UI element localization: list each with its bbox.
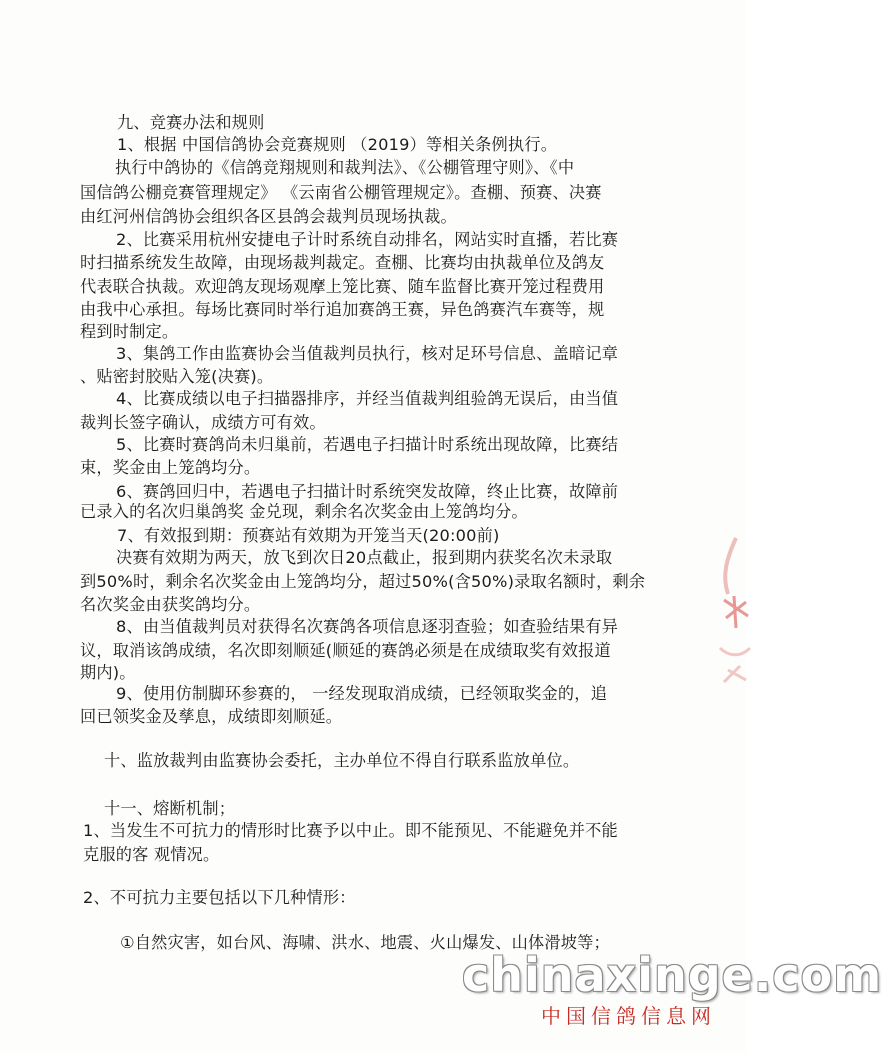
paragraph-line: 执行中鸽协的《信鸽竞翔规则和裁判法》、《公棚管理守则》、《中	[115, 158, 575, 177]
section-heading-nine: 九、竞赛办法和规则	[117, 113, 265, 132]
paragraph-line: 克服的客 观情况。	[83, 845, 220, 864]
list-item: ①自然灾害，如台风、海啸、洪水、地震、火山爆发、山体滑坡等；	[120, 933, 610, 952]
paragraph-line: 7、有效报到期：预赛站有效期为开笼当天(20:00前)	[117, 526, 500, 545]
watermark-name: 中国信鸽信息网	[541, 1004, 716, 1028]
paragraph-line: 裁判长签字确认，成绩方可有效。	[80, 413, 326, 432]
section-heading-eleven: 十一、熔断机制；	[104, 799, 236, 818]
paragraph-line: 由红河州信鸽协会组织各区县鸽会裁判员现场执裁。	[80, 207, 457, 226]
paragraph-line: 由我中心承担。每场比赛同时举行追加赛鸽王赛，异色鸽赛汽车赛等，规	[80, 300, 605, 319]
red-seal-stamp-icon	[706, 530, 766, 700]
paragraph-line: 2、不可抗力主要包括以下几种情形：	[83, 888, 356, 907]
section-heading-ten: 十、监放裁判由监赛协会委托，主办单位不得自行联系监放单位。	[104, 751, 580, 770]
paragraph-line: 1、当发生不可抗力的情形时比赛予以中止。即不能预见、不能避免并不能	[83, 821, 618, 840]
paragraph-line: 1、根据 中国信鸽协会竞赛规则 （2019）等相关条例执行。	[117, 135, 558, 154]
paragraph-line: 名次奖金由获奖鸽均分。	[80, 595, 261, 614]
paragraph-line: 3、集鸽工作由监赛协会当值裁判员执行，核对足环号信息、盖暗记章	[116, 344, 619, 363]
paragraph-line: 程到时制定。	[80, 322, 179, 341]
paragraph-line: 已录入的名次归巢鸽奖 金兑现，剩余名次奖金由上笼鸽均分。	[80, 502, 528, 521]
paragraph-line: 8、由当值裁判员对获得名次赛鸽各项信息逐羽查验；如查验结果有异	[116, 617, 619, 636]
paragraph-line: 回已领奖金及孳息，成绩即刻顺延。	[80, 707, 343, 726]
paragraph-line: 5、比赛时赛鸽尚未归巢前，若遇电子扫描计时系统出现故障，比赛结	[116, 435, 619, 454]
paragraph-line: 9、使用仿制脚环参赛的， 一经发现取消成绩，已经领取奖金的，追	[116, 684, 608, 703]
paragraph-line: 到50%时，剩余名次奖金由上笼鸽均分，超过50%(含50%)录取名额时，剩余	[80, 572, 646, 591]
paragraph-line: 期内)。	[80, 663, 136, 682]
paragraph-line: 国信鸽公棚竞赛管理规定》 《云南省公棚管理规定》。查棚、预赛、决赛	[80, 183, 602, 202]
paragraph-line: 6、赛鸽回归中，若遇电子扫描计时系统突发故障，终止比赛，故障前	[116, 482, 619, 501]
watermark-site: chinaxinge.com	[462, 948, 882, 1002]
paragraph-line: 议，取消该鸽成绩，名次即刻顺延(顺延的赛鸽必须是在成绩取奖有效报道	[80, 641, 611, 660]
paragraph-line: 决赛有效期为两天，放飞到次日20点截止，报到期内获奖名次未录取	[116, 548, 613, 567]
paragraph-line: 4、比赛成绩以电子扫描器排序，并经当值裁判组验鸽无误后，由当值	[116, 389, 619, 408]
paragraph-line: 束，奖金由上笼鸽均分。	[80, 458, 261, 477]
paragraph-line: 代表联合执裁。欢迎鸽友现场观摩上笼比赛、随车监督比赛开笼过程费用	[80, 277, 605, 296]
paragraph-line: 、贴密封胶贴入笼(决赛)。	[80, 367, 274, 386]
paragraph-line: 2、比赛采用杭州安捷电子计时系统自动排名，网站实时直播，若比赛	[116, 230, 619, 249]
paragraph-line: 时扫描系统发生故障，由现场裁判裁定。查棚、比赛均由执裁单位及鸽友	[80, 253, 605, 272]
